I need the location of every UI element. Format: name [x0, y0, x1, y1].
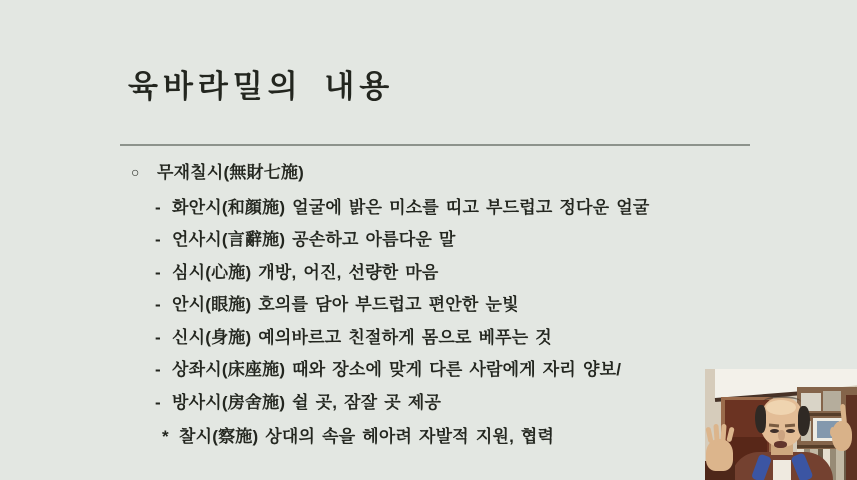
- lecturer-mouth: [774, 441, 787, 448]
- list-item: [155, 296, 519, 314]
- slide-title: 육바라밀의 내용: [128, 69, 395, 104]
- list-item: [155, 231, 456, 249]
- dash-bullet-icon: -: [155, 295, 161, 314]
- lecturer-right-thumb: [830, 427, 835, 437]
- list-item-text: 찰시(察施) 상대의 속을 헤아려 자발적 지원, 협력: [179, 427, 555, 446]
- list-item-text: 화안시(和顔施) 얼굴에 밝은 미소를 띠고 부드럽고 정다운 얼굴: [172, 198, 650, 217]
- list-item: [155, 361, 621, 379]
- title-divider: [120, 144, 750, 146]
- list-item: [155, 199, 649, 217]
- asterisk-bullet-icon: *: [162, 427, 169, 446]
- list-item-text: 방사시(房舍施) 쉴 곳, 잠잘 곳 제공: [172, 393, 442, 412]
- list-heading: [131, 163, 304, 182]
- lecturer-eye-right: [786, 429, 795, 433]
- dash-bullet-icon: -: [155, 230, 161, 249]
- lecturer-nose: [778, 430, 785, 441]
- list-heading-text: 무재칠시(無財七施): [157, 163, 305, 182]
- dash-bullet-icon: -: [155, 393, 161, 412]
- lecturer-left-hand: [706, 439, 733, 471]
- list-item-note: [162, 428, 554, 446]
- dash-bullet-icon: -: [155, 328, 161, 347]
- list-item-text: 상좌시(床座施) 때와 장소에 맞게 다른 사람에게 자리 양보/: [172, 360, 622, 379]
- lecturer-hair-left: [755, 405, 766, 433]
- lecturer-right-hand: [832, 421, 852, 451]
- list-item: [155, 394, 441, 412]
- list-item-text: 언사시(言辭施) 공손하고 아름다운 말: [172, 230, 456, 249]
- webcam-overlay: [705, 369, 857, 480]
- dash-bullet-icon: -: [155, 263, 161, 282]
- lecturer-left-finger: [713, 424, 719, 442]
- dash-bullet-icon: -: [155, 198, 161, 217]
- lecturer-hair-strands: [763, 396, 801, 408]
- list-item-text: 신시(身施) 예의바르고 친절하게 몸으로 베푸는 것: [172, 328, 552, 347]
- list-item-text: 심시(心施) 개방, 어진, 선량한 마음: [172, 263, 439, 282]
- list-item-text: 안시(眼施) 호의를 담아 부드럽고 편안한 눈빛: [172, 295, 519, 314]
- lecturer-shirt: [773, 460, 791, 480]
- dash-bullet-icon: -: [155, 360, 161, 379]
- list-item: [155, 264, 439, 282]
- list-item: [155, 329, 552, 347]
- cam-shelf-box: [823, 391, 841, 411]
- circle-bullet-icon: ○: [131, 164, 140, 180]
- lecturer-left-finger: [705, 427, 713, 444]
